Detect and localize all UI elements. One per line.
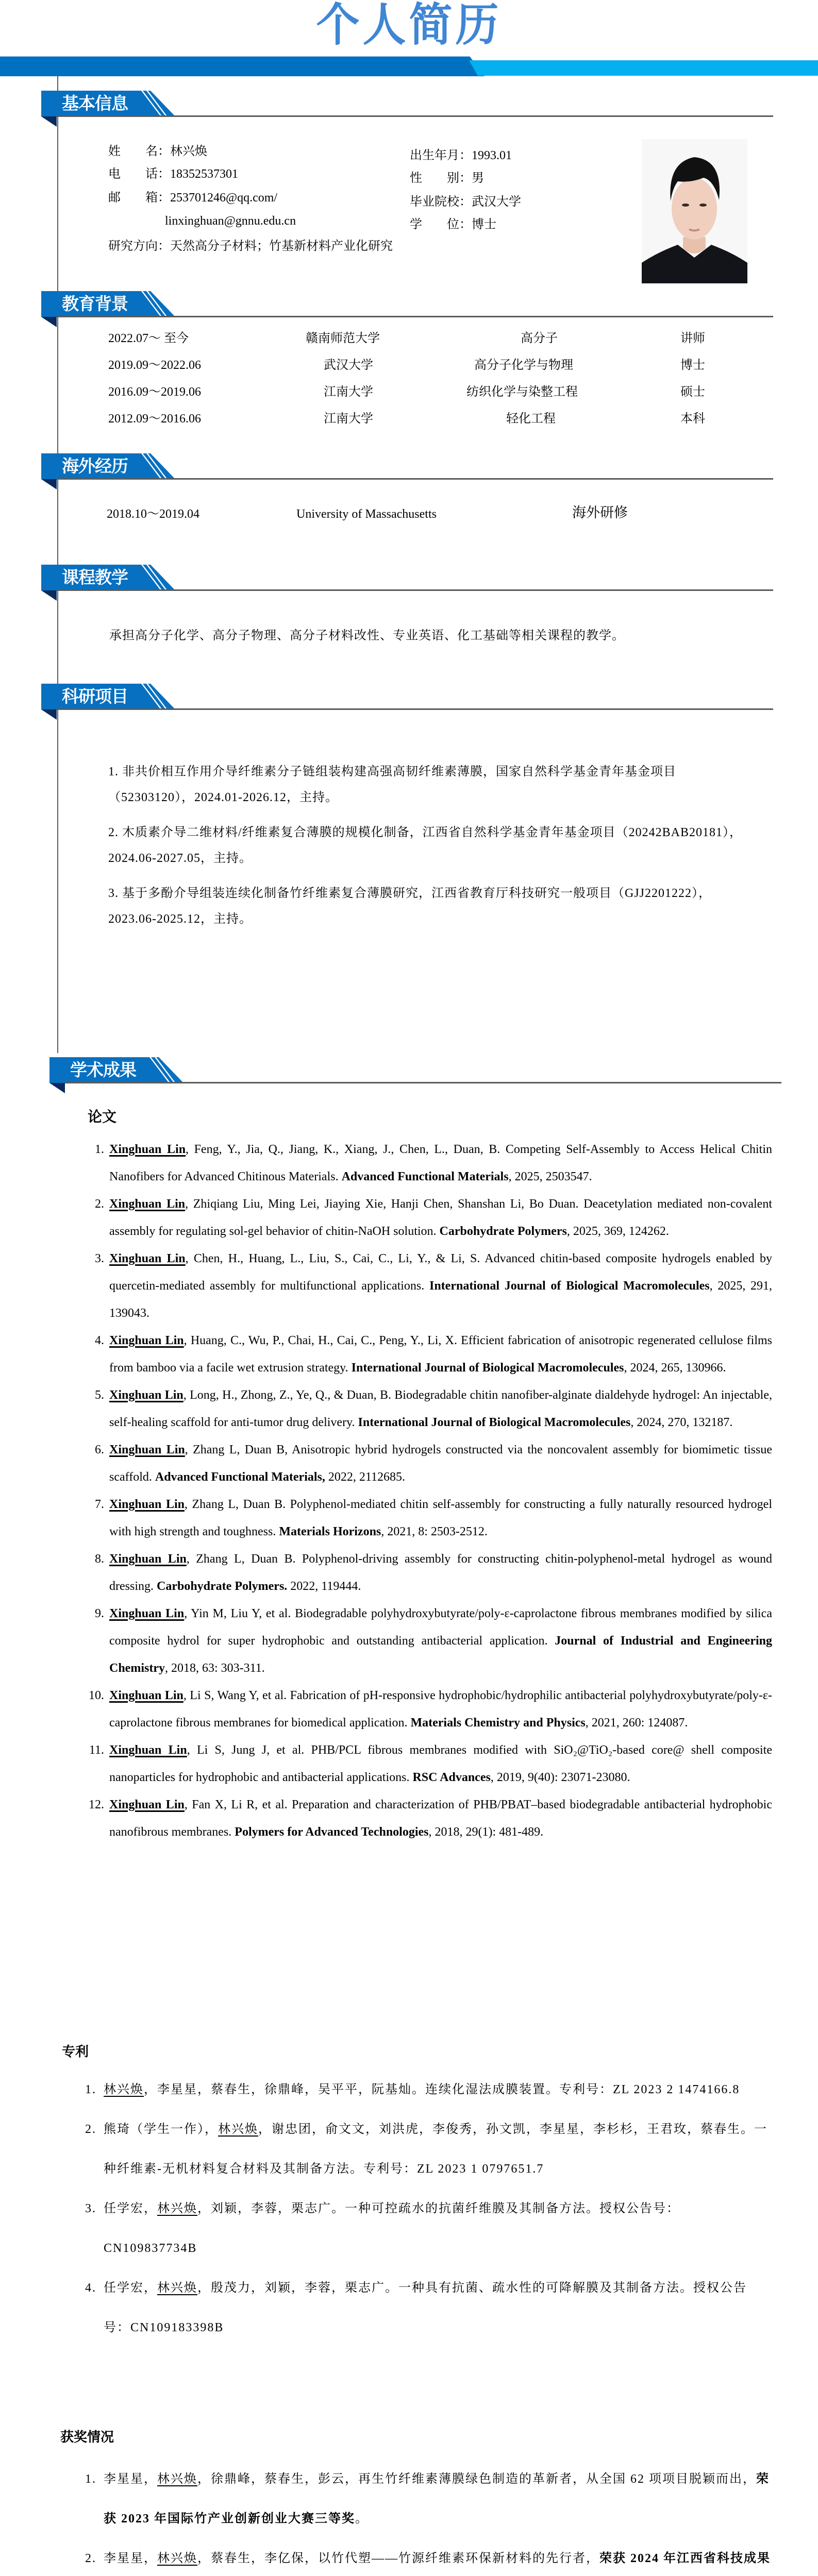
author-highlight: 林兴焕 [218,2123,258,2136]
author-highlight: 林兴焕 [157,2281,197,2295]
patent-list [77,2070,771,2348]
paper-citation: , Zhiqiang Liu, Ming Lei, Jiaying Xie, Hanji Chen, Shanshan Li, Bo Duan. Deacetylation mediated non-covalent assembly for regulating sol-gel behavior of chitin-NaOH solution. [109,1197,772,1238]
section-header-achievements [49,1057,781,1088]
journal-name: International Journal of Biological Macromolecules [351,1361,624,1375]
journal-name: Advanced Functional Materials [341,1170,509,1183]
paper-citation: , Yin M, Liu Y, et al. Biodegradable polyhydroxybutyrate/poly-ε-caprolactone fibrous membranes modified by silica composite hydrol for super hydrophobic and outstanding antibacterial application. [109,1607,772,1648]
author-highlight: Xinghuan Lin [109,1388,183,1402]
patent-authors: 熊琦（学生一作）， [104,2123,218,2136]
patent-item [101,2268,771,2348]
paper-citation: , Fan X, Li R, et al. Preparation and characterization of PHB/PBAT–based biodegradable antibacterial hydrophobic nanofibrous membranes. [109,1798,772,1839]
patent-item [101,2189,771,2268]
section-title: 海外经历 [62,456,128,476]
award-item [101,2539,771,2576]
journal-name: International Journal of Biological Macromolecules [358,1416,631,1429]
paper-volume: , 2021, 260: 124087. [585,1716,688,1730]
info-gender: 性 别：男 [410,172,484,185]
paper-item [107,1791,772,1846]
paper-citation: , Long, H., Zhong, Z., Ye, Q., & Duan, B. Biodegradable chitin nanofiber-alginate dialdehyde hydrogel: An injectable, self-healing scaffold for anti-tumor drug delivery. [109,1388,773,1429]
project-item: 3. 基于多酚介导组装连续化制备竹纤维素复合薄膜研究，江西省教育厅科技研究一般项目（GJJ2201222），2023.06-2025.12，主持。 [108,887,712,926]
edu-school: 武汉大学 [324,359,373,372]
edu-major: 纺织化学与染整工程 [466,385,578,399]
paper-item [107,1191,772,1245]
patents-label: 专利 [62,2044,89,2060]
paper-citation: , Feng, Y., Jia, Q., Jiang, K., Xiang, J., Chen, L., Duan, B. Competing Self-Assembly to Access Helical Chitin Nanofibers for Advanced Chitinous Materials. [109,1143,772,1183]
author-highlight: Xinghuan Lin [109,1552,187,1566]
section-header-education [41,291,773,322]
patent-detail: ，刘颖，李蓉，栗志广。一种可控疏水的抗菌纤维膜及其制备方法。授权公告号：CN109837734B [104,2202,680,2255]
section-header-teaching [41,565,773,596]
paper-citation: , Zhang L, Duan B. Polyphenol-mediated chitin self-assembly for constructing a fully naturally resourced hydrogel with high strength and toughness. [109,1498,772,1538]
author-highlight: 林兴焕 [157,2472,197,2486]
edu-degree: 本科 [680,412,705,426]
author-highlight: Xinghuan Lin [109,1252,186,1265]
journal-name: Carbohydrate Polymers [439,1225,567,1238]
project-list [108,759,750,941]
header-banner-dark [0,56,485,77]
journal-name: Carbohydrate Polymers. [157,1580,288,1593]
info-school: 毕业院校：武汉大学 [410,195,521,209]
edu-period: 2022.07～ 至今 [108,332,189,345]
paper-item [107,1682,772,1737]
award-detail: ，蔡春生，李亿保，以竹代塑——竹源纤维素环保新材料的先行者， [197,2552,599,2565]
patent-item [101,2070,771,2110]
author-highlight: Xinghuan Lin [109,1798,185,1811]
section-title: 科研项目 [62,686,128,706]
edu-degree: 讲师 [680,332,705,345]
section-title: 教育背景 [62,294,128,314]
paper-item [107,1327,772,1382]
edu-period: 2012.09～2016.06 [108,412,201,426]
paper-citation: , Huang, C., Wu, P., Chai, H., Cai, C., Peng, Y., Li, X. Efficient fabrication of anisotropic regenerated cellulose films from bamboo via a facile wet extrusion strategy. [109,1334,772,1375]
paper-volume: , 2025, 369, 124262. [566,1225,669,1238]
info-research: 研究方向：天然高分子材料；竹基新材料产业化研究 [108,240,393,253]
section-header-overseas [41,453,773,484]
journal-name: Journal of Industrial and Engineering Chemistry [109,1634,772,1675]
author-highlight: Xinghuan Lin [109,1689,183,1702]
journal-name: International Journal of Biological Macromolecules [429,1279,710,1293]
award-end: 。 [355,2512,369,2526]
edu-period: 2019.09～2022.06 [108,359,201,372]
paper-item [107,1382,772,1436]
edu-major: 高分子 [521,332,558,345]
info-degree: 学 位：博士 [410,218,496,231]
edu-period: 2016.09～2019.06 [108,385,201,399]
header-banner-light [469,60,818,76]
paper-citation: , Li S, Wang Y, et al. Fabrication of pH-responsive hydrophobic/hydrophilic antibacterial polyhydroxybutyrate/poly-ε-caprolactone fibrous membranes for biomedical application. [109,1689,772,1730]
info-email-2: linxinghuan@gnnu.edu.cn [165,214,296,228]
award-authors: 李星星， [104,2472,157,2486]
author-highlight: Xinghuan Lin [109,1334,184,1347]
author-highlight: Xinghuan Lin [109,1743,187,1757]
paper-volume: 2022, 119444. [287,1580,361,1593]
paper-volume: , 2021, 8: 2503-2512. [381,1525,488,1538]
paper-volume: , 2024, 265, 130966. [624,1361,726,1375]
section-title: 学术成果 [70,1060,136,1080]
paper-volume: 2022, 2112685. [325,1470,405,1484]
section-title: 课程教学 [62,567,128,587]
paper-item [107,1600,772,1682]
overseas-institution: University of Massachusetts [296,507,437,521]
edu-school: 江南大学 [324,385,373,399]
overseas-period: 2018.10～2019.04 [107,507,199,521]
info-name: 姓 名：林兴焕 [108,145,207,158]
info-birth: 出生年月：1993.01 [410,149,512,162]
paper-citation: , Li S, Jung J, et al. PHB/PCL fibrous membranes modified with SiO₂@TiO₂-based core@ shell composite nanoparticles for hydrophobic and antibacterial applications. [109,1743,773,1784]
edu-major: 高分子化学与物理 [474,359,573,372]
patent-detail: ，殷茂力，刘颖，李蓉，栗志广。一种具有抗菌、疏水性的可降解膜及其制备方法。授权公告号：CN109183398B [104,2281,747,2334]
journal-name: Materials Chemistry and Physics [410,1716,586,1730]
paper-volume: , 2018, 29(1): 481-489. [428,1825,544,1839]
award-list [77,2460,771,2576]
paper-item [107,1491,772,1546]
patent-detail: ，谢忠团，俞文文，刘洪虎，李俊秀，孙文凯，李星星，李杉杉，王君玫，蔡春生。一种纤维素-无机材料复合材料及其制备方法。专利号：ZL 2023 1 0797651.7 [104,2123,767,2176]
journal-name: RSC Advances [412,1771,491,1784]
edu-school: 赣南师范大学 [306,332,380,345]
project-item: 1. 非共价相互作用介导纤维素分子链组装构建高强高韧纤维素薄膜，国家自然科学基金青年基金项目（52303120），2024.01-2026.12，主持。 [108,765,676,804]
edu-major: 轻化工程 [506,412,556,426]
edu-degree: 硕士 [680,385,705,399]
section-header-projects [41,684,773,715]
awards-label: 获奖情况 [60,2430,114,2445]
papers-label: 论文 [88,1108,117,1125]
section-title: 基本信息 [62,93,128,113]
award-item [101,2460,771,2539]
paper-volume: , 2025, 291, 139043. [109,1279,773,1320]
info-phone: 电 话：18352537301 [108,167,238,181]
edu-school: 江南大学 [324,412,373,426]
patent-authors: 任学宏， [104,2202,157,2215]
paper-citation: , Chen, H., Huang, L., Liu, S., Cai, C., Li, Y., & Li, S. Advanced chitin-based composite hydrogels enabled by quercetin-mediated assembly for multifunctional applications. [109,1252,772,1293]
paper-item [107,1546,772,1600]
edu-degree: 博士 [680,359,705,372]
author-highlight: Xinghuan Lin [109,1607,185,1620]
author-highlight: 林兴焕 [157,2202,197,2215]
paper-citation: , Zhang L, Duan B, Anisotropic hybrid hydrogels constructed via the noncovalent assembly for biomimetic tissue scaffold. [109,1443,772,1484]
author-highlight: 林兴焕 [104,2083,144,2096]
paper-item [107,1245,772,1327]
paper-item [107,1436,772,1491]
person-photo-icon [642,139,747,283]
paper-list [82,1136,772,1846]
profile-photo [642,139,747,283]
journal-name: Polymers for Advanced Technologies [235,1825,429,1839]
award-honor: 荣获 2023 年国际竹产业创新创业大赛三等奖 [104,2472,770,2526]
patent-detail: ，李星星，蔡春生，徐鼎峰，吴平平，阮基灿。连续化湿法成膜装置。专利号：ZL 2023 2 1474166.8 [144,2083,740,2096]
author-highlight: Xinghuan Lin [109,1443,185,1456]
info-email: 邮 箱：253701246@qq.com/ [108,191,278,205]
paper-item [107,1737,772,1791]
patent-authors: 任学宏， [104,2281,157,2295]
page-title: 个人简历 [316,0,502,52]
paper-volume: , 2025, 2503547. [508,1170,592,1183]
journal-name: Advanced Functional Materials, [155,1470,325,1484]
patent-item [101,2110,771,2189]
paper-item [107,1136,772,1191]
author-highlight: Xinghuan Lin [109,1143,186,1156]
paper-citation: , Zhang L, Duan B. Polyphenol-driving assembly for constructing chitin-polyphenol-metal hydrogel as wound dressing. [109,1552,773,1593]
author-highlight: Xinghuan Lin [109,1197,186,1211]
award-authors: 李星星， [104,2552,157,2565]
paper-volume: , 2019, 9(40): 23071-23080. [490,1771,630,1784]
journal-name: Materials Horizons [279,1525,381,1538]
author-highlight: 林兴焕 [157,2552,197,2565]
paper-volume: , 2018, 63: 303-311. [164,1662,265,1675]
award-honor: 荣获 2024 年江西省科技成果 [599,2552,771,2565]
author-highlight: Xinghuan Lin [109,1498,185,1511]
section-header-basic [41,91,773,122]
award-detail: ，徐鼎峰，蔡春生，彭云，再生竹纤维素薄膜绿色制造的革新者，从全国 62 项项目脱颖而出， [197,2472,756,2486]
project-item: 2. 木质素介导二维材料/纤维素复合薄膜的规模化制备，江西省自然科学基金青年基金项目（20242BAB20181），2024.06-2027.05，主持。 [108,826,743,865]
paper-volume: , 2024, 270, 132187. [630,1416,733,1429]
overseas-type: 海外研修 [572,505,628,520]
teaching-text: 承担高分子化学、高分子物理、高分子材料改性、专业英语、化工基础等相关课程的教学。 [109,629,625,642]
